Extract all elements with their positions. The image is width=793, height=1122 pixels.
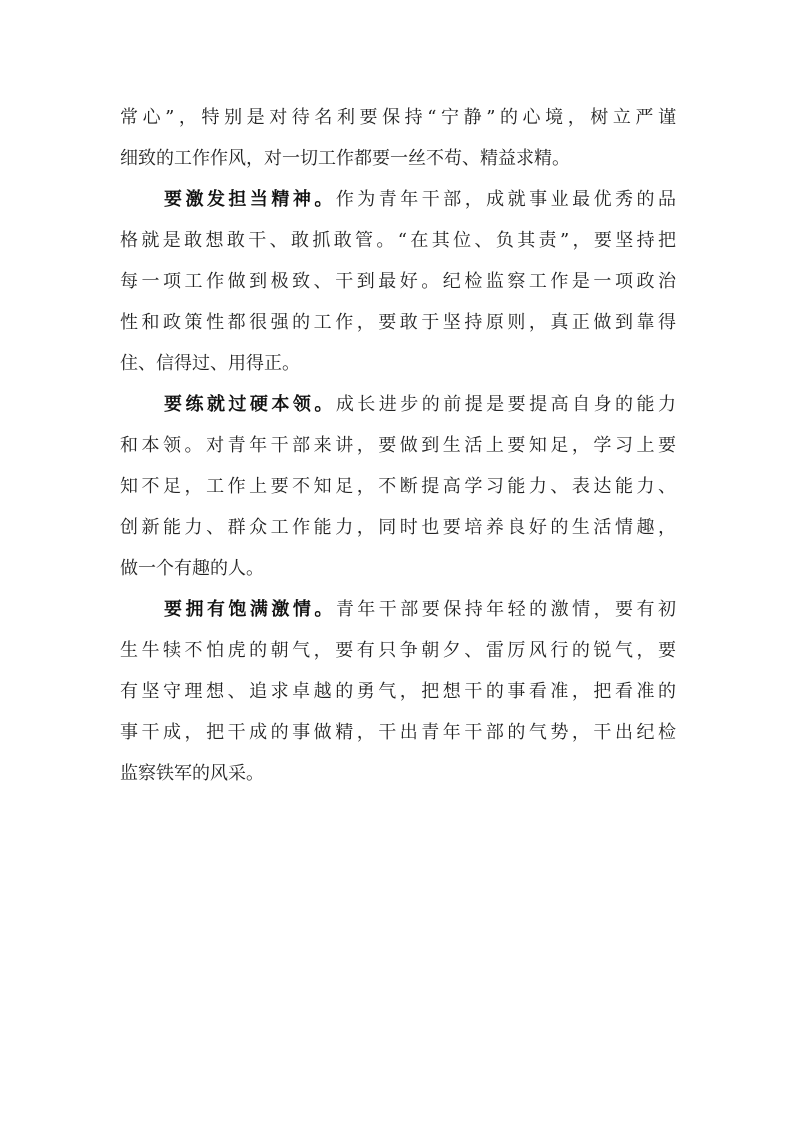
paragraph-skills	[120, 384, 676, 589]
paragraph-passion	[120, 589, 676, 794]
text-line: 性和政策性都很强的工作，要敢于坚持原则，真正做到靠得	[120, 312, 676, 333]
text-line: 格就是敢想敢干、敢抓敢管。“在其位、负其责”，要坚持把	[120, 230, 676, 251]
text-segment: 成长进步的前提是要提高自身的能力	[335, 394, 677, 415]
text-line	[120, 179, 676, 220]
text-line: 常心”，特别是对待名利要保持“宁静”的心境，树立严谨	[120, 107, 676, 128]
paragraph-courage	[120, 179, 676, 384]
text-line: 住、信得过、用得正。	[120, 353, 300, 374]
text-line: 有坚守理想、追求卓越的勇气，把想干的事看准，把看准的	[120, 681, 676, 702]
text-segment: 作为青年干部，成就事业最优秀的品	[335, 189, 677, 210]
text-line: 做一个有趣的人。	[120, 558, 264, 579]
paragraph-heading: 要练就过硬本领。	[164, 394, 336, 415]
text-line: 创新能力、群众工作能力，同时也要培养良好的生活情趣，	[120, 517, 676, 538]
text-line: 监察铁军的风采。	[120, 763, 264, 784]
paragraph-continuation	[120, 97, 676, 179]
text-segment: 青年干部要保持年轻的激情，要有初	[335, 599, 677, 620]
text-line	[120, 589, 676, 630]
text-line: 生牛犊不怕虎的朝气，要有只争朝夕、雷厉风行的锐气，要	[120, 640, 676, 661]
text-line: 事干成，把干成的事做精，干出青年干部的气势，干出纪检	[120, 722, 676, 743]
paragraph-heading: 要拥有饱满激情。	[164, 599, 336, 620]
text-line: 知不足，工作上要不知足，不断提高学习能力、表达能力、	[120, 476, 676, 497]
text-line	[120, 384, 676, 425]
text-line: 和本领。对青年干部来讲，要做到生活上要知足，学习上要	[120, 435, 676, 456]
document-body	[120, 97, 676, 794]
paragraph-heading: 要激发担当精神。	[164, 189, 336, 210]
text-line: 细致的工作作风，对一切工作都要一丝不苟、精益求精。	[120, 148, 570, 169]
text-line: 每一项工作做到极致、干到最好。纪检监察工作是一项政治	[120, 271, 676, 292]
